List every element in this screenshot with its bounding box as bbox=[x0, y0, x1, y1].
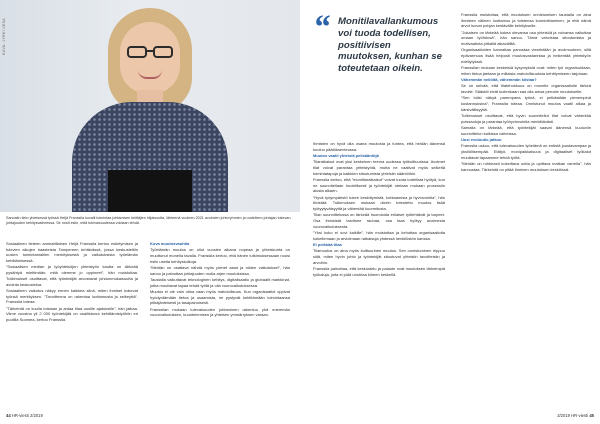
paragraph: Tilaratkaisut ovat yksi keskeinen teema uudessa työkulttuurissa. Avoimet tilat voivat parantaa yhteistyötä, mutta ne vaativat myös selkeitä toimintatapoja ja kaikkien sitoutumista yhteisiin sääntöihin. bbox=[313, 159, 445, 176]
page-number-left: 44 bbox=[6, 413, 11, 418]
paragraph: Taustalla vaikuttavat teknologinen kehitys, digitalisaatio ja globaalit markkinat, jotka muuttavat tapaa tehdä työtä ja olla vuorovaikutuksessa. bbox=[150, 277, 290, 288]
glasses-bridge bbox=[147, 50, 153, 52]
column-b bbox=[150, 241, 290, 319]
quote-mark-icon: “ bbox=[313, 9, 330, 46]
paragraph: ”Sosiaalisen median ja työyhteisöjen yhteistyön kautta on tärkeää pysähtyä miettimään, mitä olemme jo oppineet”, hän muistuttaa. Tutkimukset osoittavat, että työntekijät arvostavat johdonmukaisuutta ja avointa keskustelua. bbox=[6, 264, 138, 287]
subheading: Kova muutosvauhtia bbox=[150, 241, 190, 246]
column-d bbox=[461, 12, 591, 173]
paragraph: Tutkimukset osoittavat, että hyvin suunnitellut tilat voivat vähentää poissaoloja ja parantaa työhyvinvointia merkittävästi. bbox=[461, 113, 591, 124]
paragraph: ”Meidän on osattava nähdä myös pienet asiat ja niiden vaikutukset”, hän sanoo ja painottaa johtajuuden roolia arjen muutoksissa. bbox=[150, 265, 290, 276]
paragraph: Franssila painottaa, että keskustelu ja palaute ovat muutoksen tärkeimpiä työkaluja, joita ei pidä unohtaa kiireen keskellä. bbox=[313, 266, 445, 277]
column-c bbox=[313, 141, 445, 278]
face bbox=[120, 22, 180, 94]
portrait-photo bbox=[0, 0, 300, 212]
photo-credit: KUVA: JYRKI VESA bbox=[2, 18, 6, 56]
paragraph: Franssila kertoo, että ”monitilaratkaisut” voivat tuoda todellista hyötyä, kun ne suunnitellaan huolellisesti ja työntekijät otetaan mukaan prosessiin alusta alkaen. bbox=[313, 177, 445, 194]
right-page bbox=[300, 0, 600, 424]
paragraph: Franssilan mukaan tulevaisuuden johtaminen rakentuu yhä enemmän vuorovaikutuksen, kuuntelemisen ja yhteisen ymmärryksen varaan. bbox=[150, 306, 290, 318]
footer-left bbox=[6, 413, 43, 418]
column-a bbox=[6, 241, 138, 323]
paragraph: Sosiaalinen vaikutus näkyy ennen kaikkea siinä, miten ihmiset kokevat työnsä merkityksen. ”Tavoitteena on rakentaa luottamusta ja selkeyttä”, Franssila toteaa. bbox=[6, 287, 138, 305]
paragraph: ”Hyvä työympäristö tukee keskittymistä, kohtaamisia ja hyvinvointia”, hän tiivistää. Tutkimuksen mukaan oikein toteutettu muutos lisää työtyytyväisyyttä ja vähentää kuormitusta. bbox=[313, 194, 445, 212]
page-number-right: 45 bbox=[589, 413, 594, 418]
glasses-left-lens bbox=[127, 46, 147, 58]
paragraph: Franssila muistuttaa, että muutoksen onnistumisen taustalla on aina ihmisten välinen luottamus ja toistensa kunnioittaminen, ja että nämä arvot luovat pohjan kestävälle kehitykselle. bbox=[461, 12, 591, 29]
subheading: Uusi evoluutio jatkuu bbox=[461, 137, 502, 143]
paragraph: ”Tärkeintä on kuulla toisiaan ja antaa tilaa uusille ajatuksille”, hän jatkaa. Viime vuosina yli 2 000 työntekijää on osallistunut kehittämistyöhön eri puolilla Suomea, kertoo Franssila. bbox=[6, 305, 138, 322]
paragraph: Organisaatioiden kannattaa panostaa viestintään ja avoimuuteen, sillä epävarmuus lisää helposti muutosvastarintaa ja heikentää yhteistyön edellytyksiä. bbox=[461, 47, 591, 64]
glasses-right-lens bbox=[153, 46, 173, 58]
subheading: Muutos vaatii yhteisiä pelisääntöjä bbox=[313, 153, 379, 158]
subheading: Ei pelkkää tilaa bbox=[313, 242, 342, 248]
paragraph: Tilamuutos on aina myös kulttuurinen muutos. Sen onnistuminen riippuu siitä, miten hyvin johto ja työntekijät sitoutuvat yhteisiin tavoitteisiin ja arvoihin. bbox=[313, 248, 445, 265]
paragraph: ”Yksi koko ei sovi kaikille”, hän muistuttaa ja kehottaa organisaatioita kokeilemaan ja arvioimaan ratkaisuja yhdessä henkilöstön kanssa. bbox=[313, 230, 445, 241]
paragraph: Ihmisten on hyvä olla osana muutosta ja tuntea, että heidän äänensä kuuluu päätöksenteossa. bbox=[313, 141, 445, 152]
paragraph: Tilan suunnittelussa on tärkeää huomioida erilaiset työtehtävät ja tarpeet. Osa ihmisistä tarvitsee rauhaa, osa taas hyötyy avoimesta vuorovaikutuksesta. bbox=[313, 212, 445, 229]
paragraph: ”Jokaisen on tärkeää kokea olevansa osa yhteisöä ja voivansa vaikuttaa omaan työhönsä”, hän sanoo. Tämä vahvistaa sitoutumista ja motivaatiota pitkällä aikavälillä. bbox=[461, 29, 591, 47]
publication-right: 2/2019 HR-viesti bbox=[557, 413, 589, 418]
paragraph: Sosiaalinen tieteen ammattilainen Heljä Franssila kertoo esiintymisen ja tulevien aikojen haasteista Tampereen tehtävässä, jossa keskusteltiin uusien toimintamallien merkityksestä ja vaikutuksista työelämän kehittämisessä. bbox=[6, 241, 138, 264]
paragraph: Se on selvää, että tilatehokkuus on monelle organisaatiolle tärkeä tavoite. Säästöt eivät kuitenkaan saa olla ainoa peruste muutokselle. bbox=[461, 83, 591, 95]
paragraph: Samalla on tärkeää, että työntekijät saavat äänensä kuuluviin suunnittelun kaikissa vaiheissa. bbox=[461, 125, 591, 136]
paragraph: ”Meidän on rohkeasti kokeiltava uutta ja opittava matkan varrella”, hän kannustaa. Tärkeintä on pitää ihminen muutoksen keskiössä. bbox=[461, 161, 591, 172]
podium bbox=[108, 170, 192, 212]
paragraph: Franssilan mukaan keskeisiä kysymyksiä ovat: miten työ organisoidaan, miten tietoa jaetaan ja millaisia mahdollisuuksia kehittymiseen tarjotaan. bbox=[461, 65, 591, 76]
photo-caption: Sanoatin tieto yhteisessä työssä Heljä Franssila kuvaili toimintaa johtamisen keittäjien hiljaisuutta, lähteenä vuoteen 2021 avoimien johtoryhmien ja uudelleen johtajan tukevan johtajuuden kehitysvaiheessa. Se nosti esiin, mitä tulevaisuudessa voidaan tehdä. bbox=[6, 216, 291, 225]
paragraph: Työelämän muutos on ollut vuosien aikana nopeaa ja yhteiskunta on muuttunut monella tavalla. Franssila kertoo, että hänen tutkimuksessaan nousi esiin useita kehityskulkuja. bbox=[150, 247, 290, 264]
pull-quote: Monitilavallankumous voi tuoda todellisen, positiivisen muutoksen, kunhan se toteutetaan oikein. bbox=[338, 16, 442, 75]
publication-left: HR-viesti 2/2019 bbox=[11, 413, 43, 418]
footer-right bbox=[557, 413, 594, 418]
paragraph: Muutos ei ole vain uhka vaan myös mahdollisuus. Kun organisaatiot oppivat hyödyntämään tietoa ja osaamista, ne pystyvät kehittämään toimintaansa pitkäjänteisesti ja tasapainoisesti. bbox=[150, 289, 290, 306]
subheading: Vähemmän neliöitä, vähemmän kiistaa? bbox=[461, 77, 537, 83]
paragraph: ”Sen tulisi näkyä parempana työnä, ei pelkästään pienempinä kustannuksina”, Franssila toteaa. Onnistunut muutos vaatii aikaa ja kärsivällisyyttä. bbox=[461, 95, 591, 112]
paragraph: Franssila uskoo, että tulevaisuuden työelämä on entistä joustavampaa ja yksilöllisempää. Etätyö, monipaikkaisuus ja digitaaliset työkalut muuttavat tapaamme tehdä työtä. bbox=[461, 143, 591, 160]
